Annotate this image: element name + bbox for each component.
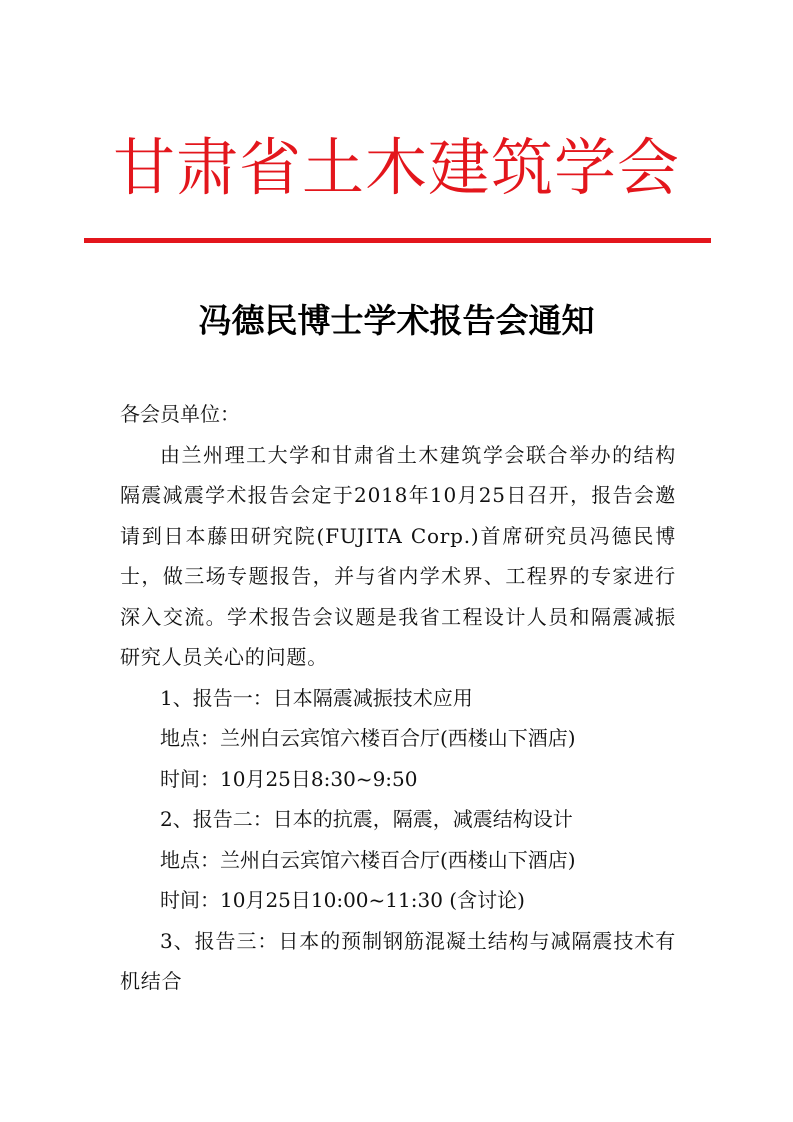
report-1-title: 1、报告一：日本隔震减振技术应用 [160,685,473,710]
report-2-title: 2、报告二：日本的抗震，隔震，减震结构设计 [160,807,573,831]
report-2-time: 时间：10月25日10:00~11:30 (含讨论) [160,888,525,912]
report-1-location: 地点：兰州白云宾馆六楼百合厅(西楼山下酒店) [160,726,576,750]
report-3-title: 3、报告三：日本的预制钢筋混凝土结构与减隔震技术有机结合 [120,928,676,993]
red-divider-line [84,238,711,243]
notice-title: 冯德民博士学术报告会通知 [198,301,595,340]
intro-paragraph: 由兰州理工大学和甘肃省土木建筑学会联合举办的结构隔震减震学术报告会定于2018年10月25日召开，报告会邀请到日本藤田研究院(FUJITA Corp.)首席研究员冯德民博士，做三场专题报告，并与省内学术界、工程界的专家进行深入交流。学术报告会议题是我省工程设计人员和隔震减振研究人员关心的问题。 [120,442,676,669]
report-1-time: 时间：10月25日8:30~9:50 [160,766,418,791]
notice-body [120,394,676,1002]
organization-header: 甘肃省土木建筑学会 [112,131,680,204]
salutation: 各会员单位： [120,402,240,426]
report-2-location: 地点：兰州白云宾馆六楼百合厅(西楼山下酒店) [160,847,576,872]
